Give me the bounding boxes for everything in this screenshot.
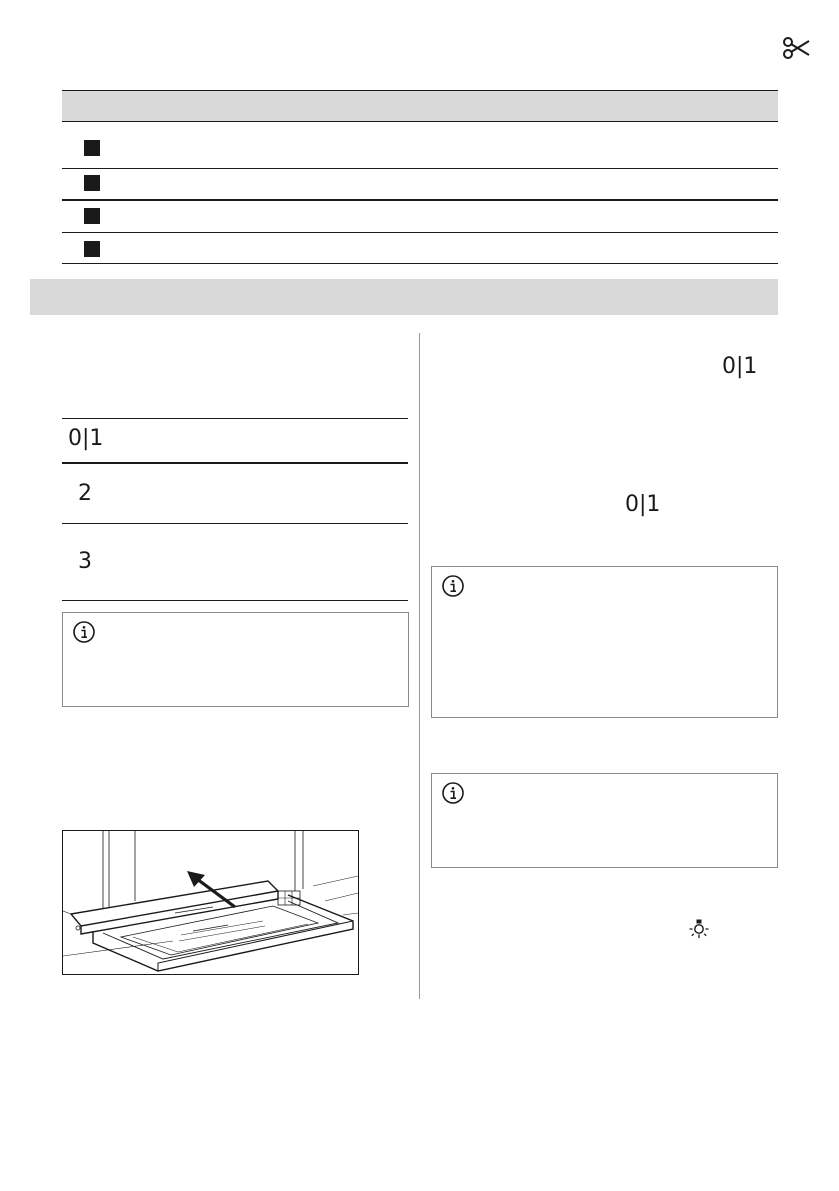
info-note-box	[431, 566, 778, 718]
table-header	[62, 90, 778, 122]
square-marker-icon	[84, 241, 100, 257]
info-note-box	[62, 612, 409, 707]
table-row	[62, 233, 778, 264]
scissors-icon	[782, 36, 810, 60]
light-icon	[688, 918, 710, 940]
section-header-bar	[30, 279, 778, 315]
control-row	[62, 462, 408, 523]
power-symbol: 0|1	[625, 492, 661, 517]
top-table	[62, 90, 778, 264]
square-marker-icon	[84, 140, 100, 156]
info-icon	[442, 782, 464, 804]
square-marker-icon	[84, 175, 100, 191]
hood-illustration	[62, 830, 359, 975]
power-symbol: 0|1	[722, 354, 758, 379]
column-divider	[419, 333, 420, 999]
table-row	[62, 201, 778, 233]
control-row	[62, 418, 408, 462]
square-marker-icon	[84, 208, 100, 224]
control-table	[62, 418, 408, 601]
control-row	[62, 523, 408, 601]
info-icon	[442, 575, 464, 597]
table-row	[62, 169, 778, 201]
info-icon	[73, 621, 95, 643]
power-symbol: 0|1	[68, 426, 104, 451]
speed-2-symbol: 2	[78, 481, 92, 506]
info-note-box	[431, 773, 778, 868]
speed-3-symbol: 3	[78, 549, 92, 574]
table-row	[62, 122, 778, 169]
